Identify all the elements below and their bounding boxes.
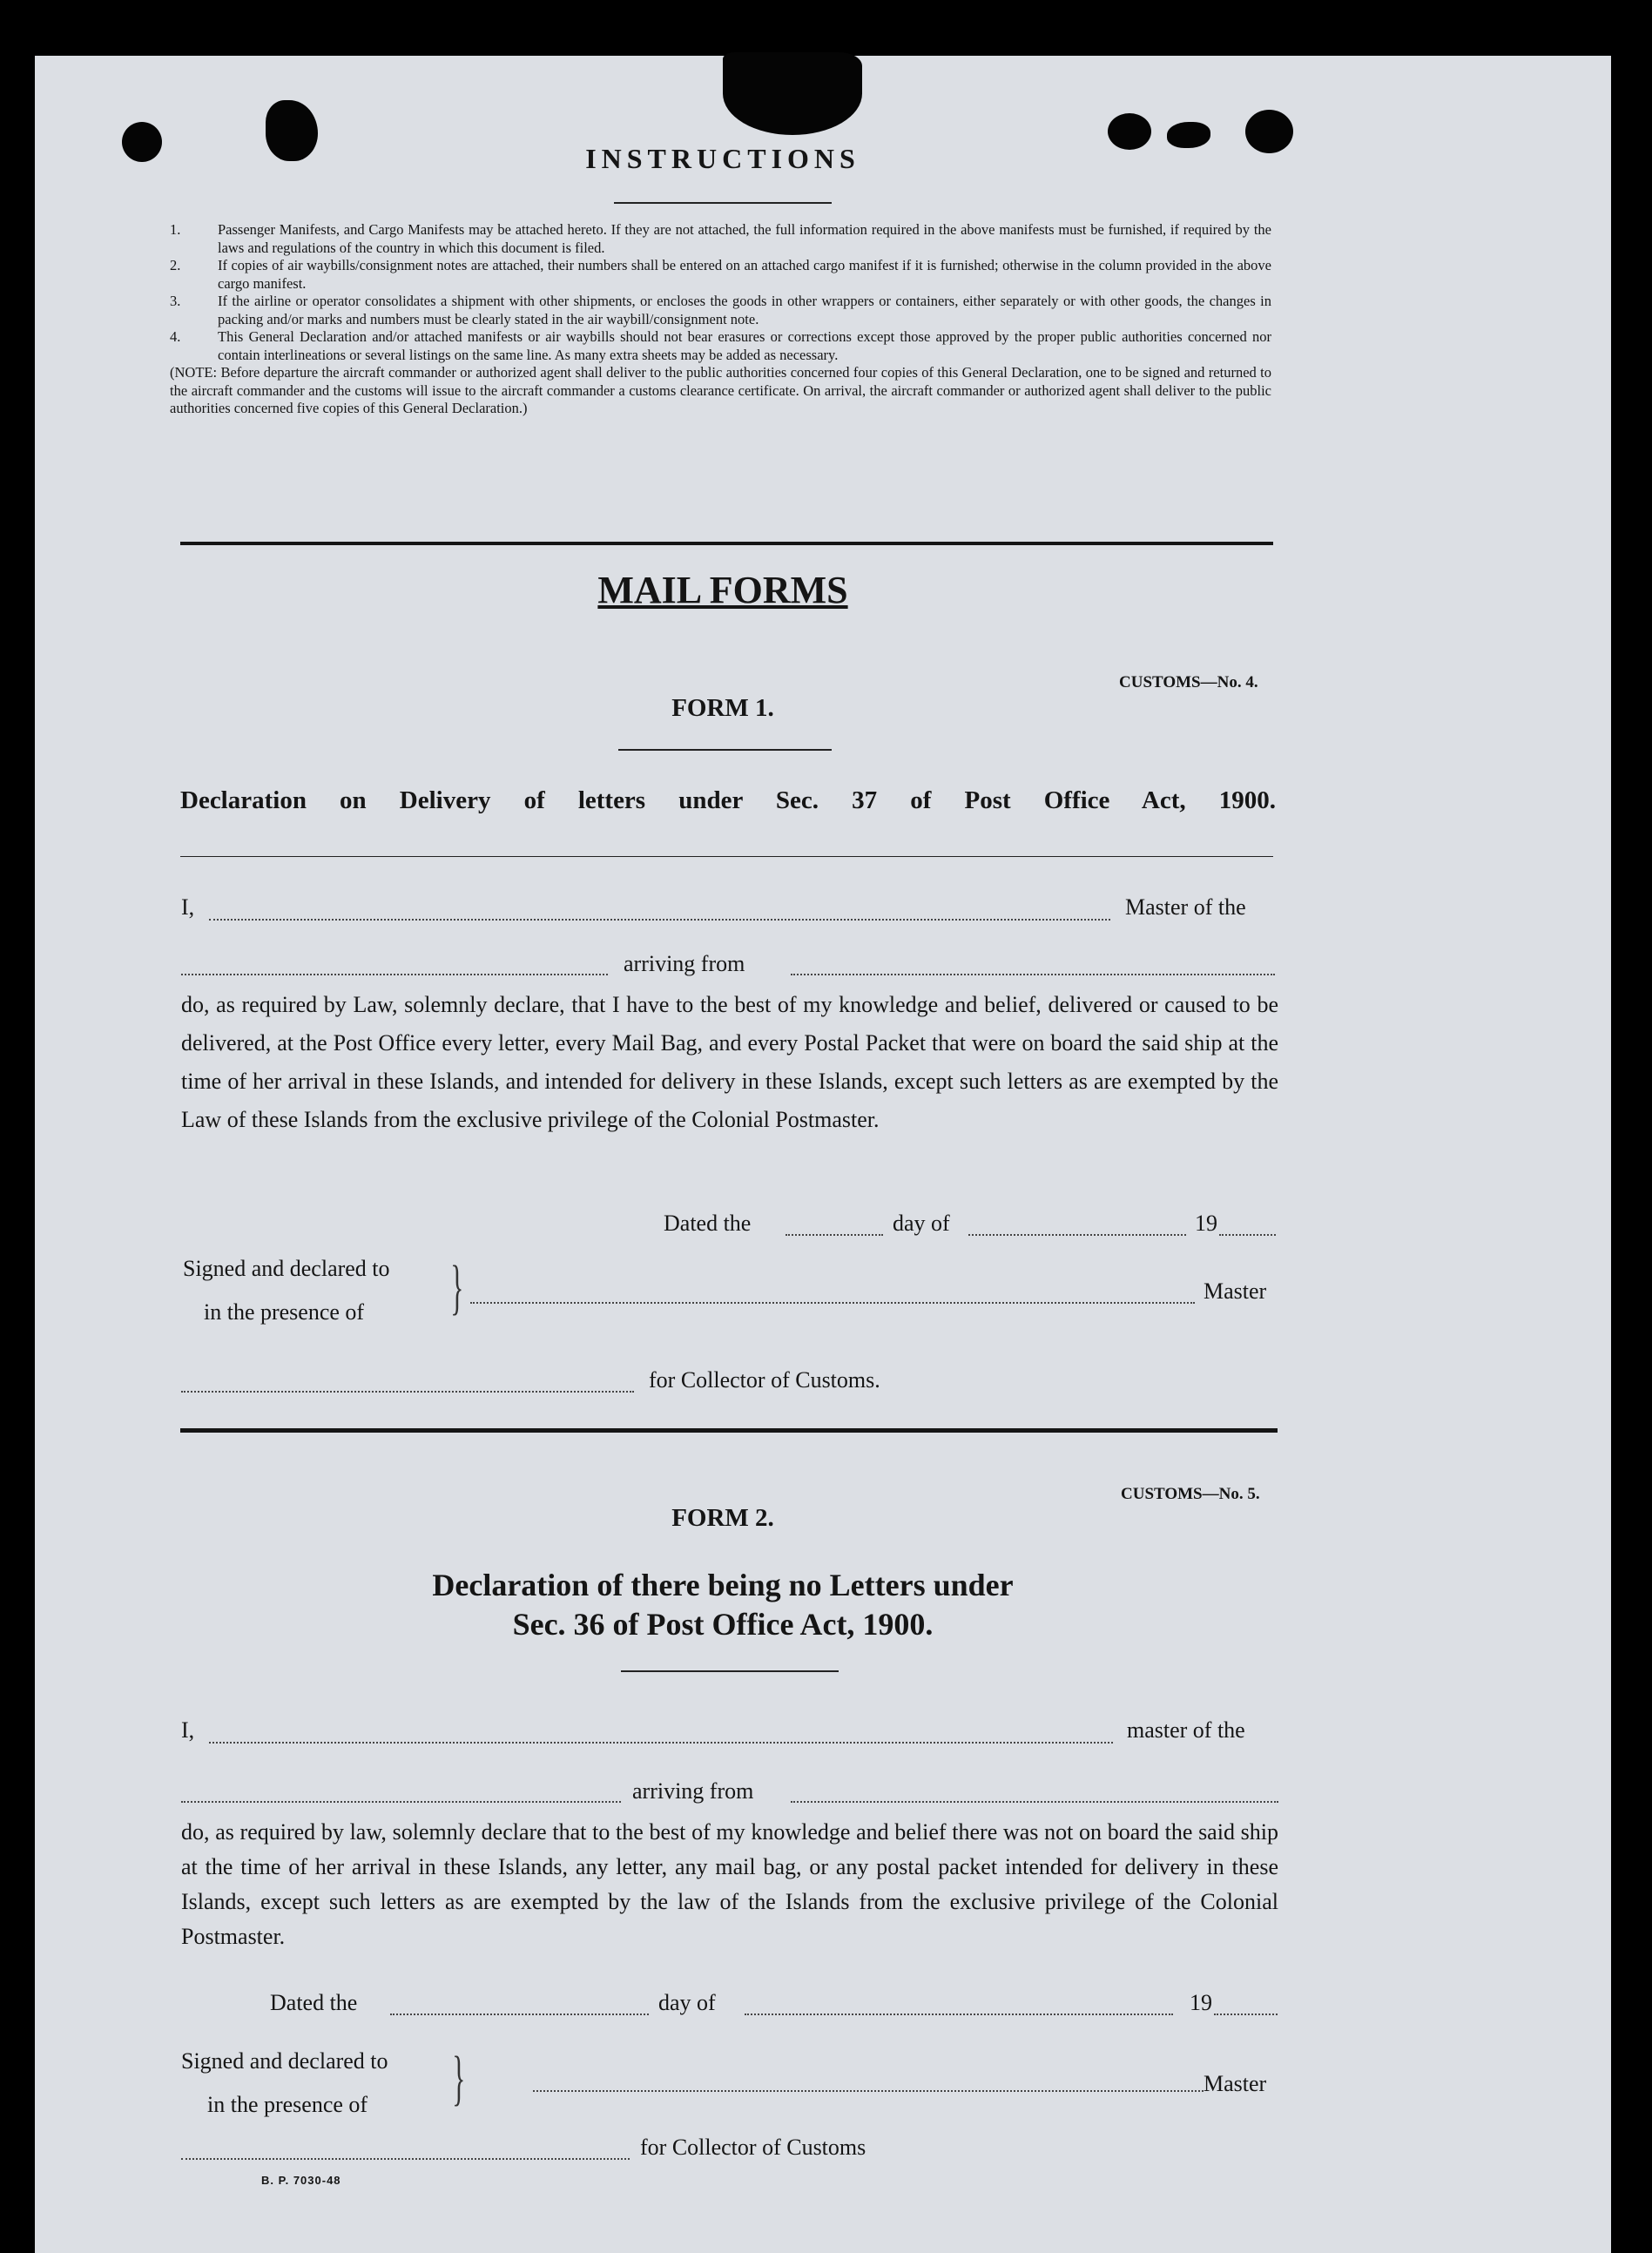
form2-in-presence-of: in the presence of [207,2092,368,2117]
instruction-number: 1. [170,221,181,238]
form2-date-day-field[interactable] [390,2014,649,2015]
form2-body: do, as required by law, solemnly declare that to the best of my knowledge and belief there was not on board the said ship at the time of her arrival in these Islands, any letter, any mail bag, or any postal packet intended for delivery in these Islands, except such letters as are exempted by the law of the Islands from the exclusive privilege of the Colonial Postmaster. [181,1819,1278,1949]
instruction-item [170,257,1271,293]
form2-origin-field[interactable] [791,1801,1278,1803]
form2-signed-declared: Signed and declared to [181,2048,388,2074]
form1-i-label: I, [181,894,195,920]
form1-master-signature-field[interactable] [470,1302,1195,1304]
mail-forms-title: MAIL FORMS [597,569,848,611]
form1-day-of: day of [893,1211,950,1236]
form2-i-label: I, [181,1717,195,1743]
form1-title: FORM 1. [671,694,774,722]
instruction-text: If copies of air waybills/consignment notes are attached, their numbers shall be entered on an attached cargo manifest if it is furnished; otherwise in the column provided in the above cargo manifest. [218,257,1271,292]
instruction-item [170,328,1271,364]
instruction-number: 2. [170,257,181,273]
form2-year-prefix: 19 [1190,1990,1212,2015]
form1-ship-field[interactable] [181,974,608,975]
instruction-text: This General Declaration and/or attached manifests or air waybills should not bear erasures or corrections except those approved by the proper public authorities concerned nor contain interlineations or several listings on the same line. As many extra sheets may be added as necessary. [218,328,1271,363]
form2-day-of: day of [658,1990,716,2015]
form1-arriving-from: arriving from [624,951,745,976]
form2-heading-line1: Declaration of there being no Letters under [432,1568,1014,1602]
instruction-item [170,293,1271,328]
form2-collector-signature-field[interactable] [181,2158,630,2160]
instruction-number: 3. [170,293,181,309]
footer-form-code: B. P. 7030-48 [261,2174,341,2187]
form1-heading: Declaration on Delivery of letters under Sec. 37 of Post Office Act, 1900. [180,786,1276,814]
instructions-title: INSTRUCTIONS [585,143,860,174]
form2-master-signature-field[interactable] [533,2090,1204,2092]
instructions-title-underline [614,202,832,204]
instructions-list [170,221,1271,418]
instruction-text: If the airline or operator consolidates a shipment with other shipments, or encloses the goods in other wrappers or containers, either separately or with other goods, the changes in packing and/or marks and numbers must be clearly stated in the air waybill/consignment note. [218,293,1271,327]
instruction-text: Passenger Manifests, and Cargo Manifests may be attached hereto. If they are not attached, the full information required in the above manifests must be furnished, if required by the laws and regulations of the country in which this document is filed. [218,221,1271,256]
form1-master-of-the: Master of the [1125,894,1246,920]
form2-ship-field[interactable] [181,1801,621,1803]
form2-master-label: Master [1204,2071,1267,2096]
form1-collector-signature-field[interactable] [181,1391,634,1393]
form1-origin-field[interactable] [791,974,1275,975]
form1-master-label: Master [1204,1278,1267,1304]
form2-name-field[interactable] [209,1742,1113,1744]
form2-heading-line2: Sec. 36 of Post Office Act, 1900. [512,1607,934,1642]
form2-heading-underline [621,1670,839,1672]
form2-year-field[interactable] [1214,2014,1278,2015]
form1-year-field[interactable] [1219,1234,1276,1236]
form2-master-of-the: master of the [1127,1717,1245,1743]
form1-dated-the: Dated the [664,1211,752,1236]
form1-name-field[interactable] [209,919,1110,921]
form2-arriving-from: arriving from [632,1778,754,1804]
form2-title: FORM 2. [671,1504,774,1532]
instruction-number: 4. [170,328,181,345]
form1-brace: } [450,1254,464,1321]
form1-title-underline [618,749,832,751]
form2-collector-label: for Collector of Customs [640,2135,866,2160]
torn-mark-top [723,52,862,135]
section-divider [180,542,1273,545]
form1-in-presence-of: in the presence of [204,1299,365,1325]
form1-signed-declared: Signed and declared to [183,1256,390,1281]
form1-heading-rule [180,856,1273,857]
instruction-item [170,221,1271,257]
form1-date-day-field[interactable] [786,1234,883,1236]
form2-customs-number: CUSTOMS—No. 5. [1121,1485,1260,1503]
form1-year-prefix: 19 [1195,1211,1217,1236]
form2-date-month-field[interactable] [745,2014,1173,2015]
form1-customs-number: CUSTOMS—No. 4. [1119,673,1258,691]
form2-brace: } [452,2045,466,2112]
form1-collector-label: for Collector of Customs. [649,1367,880,1393]
form2-dated-the: Dated the [270,1990,358,2015]
form1-body: do, as required by Law, solemnly declare, that I have to the best of my knowledge and belief, delivered or caused to be delivered, at the Post Office every letter, every Mail Bag, and every Postal Packet that were on board the said ship at the time of her arrival in these Islands, and intended for delivery in these Islands, except such letters as are exempted by the Law of these Islands from the exclusive privilege of the Colonial Postmaster. [181,992,1278,1132]
form1-date-month-field[interactable] [968,1234,1186,1236]
instruction-note: (NOTE: Before departure the aircraft commander or authorized agent shall deliver to the public authorities concerned four copies of this General Declaration, one to be signed and returned to the aircraft commander and the customs will issue to the aircraft commander a customs clearance certificate. On arrival, the aircraft commander or authorized agent shall deliver to the public authorities concerned five copies of this General Declaration.) [170,364,1271,416]
forms-divider [180,1428,1278,1433]
